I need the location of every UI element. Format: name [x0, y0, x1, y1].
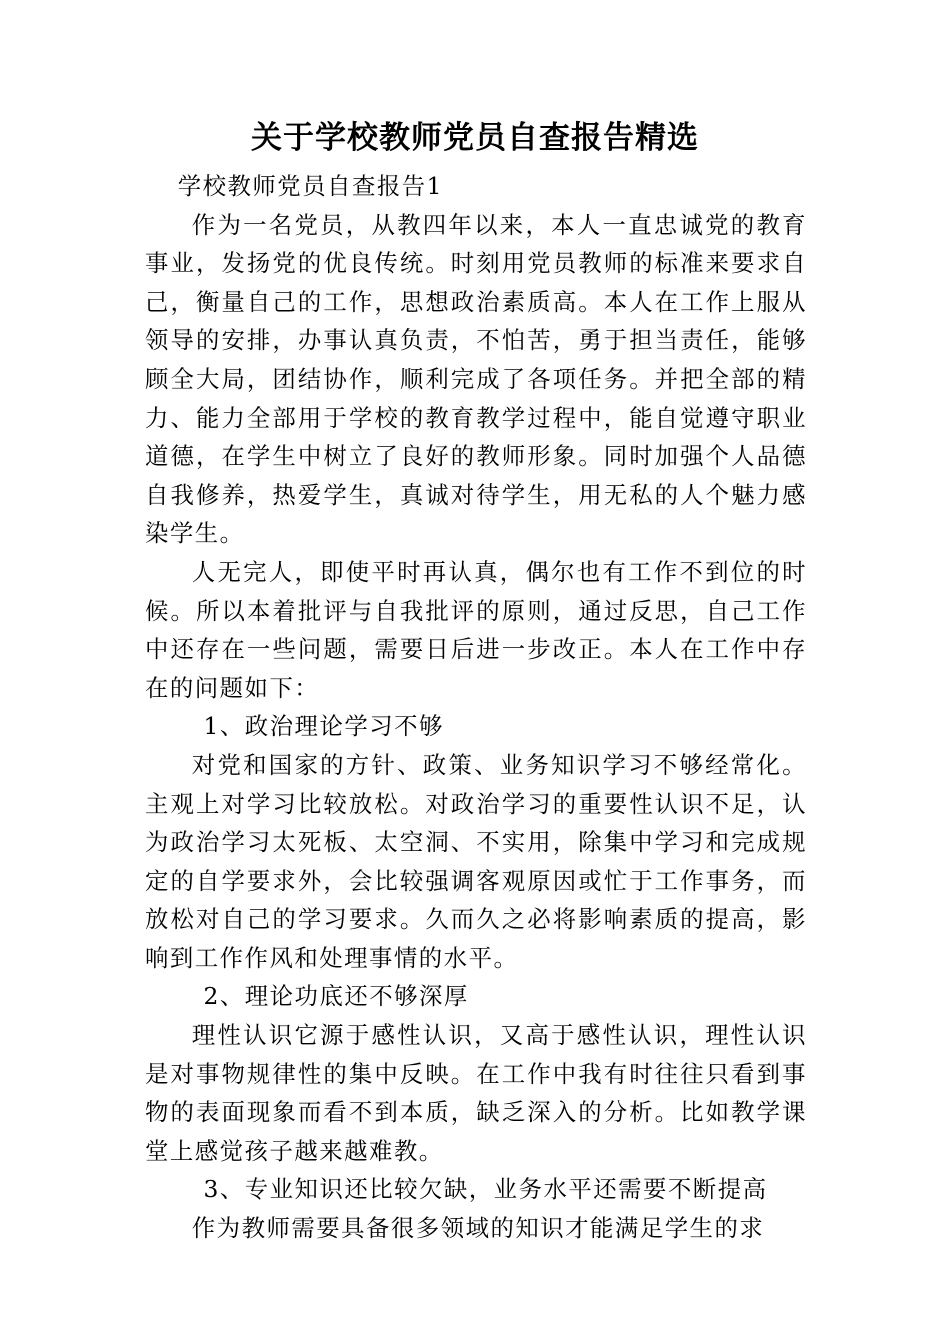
paragraph-section-3: 作为教师需要具备很多领域的知识才能满足学生的求 — [191, 1214, 765, 1243]
report-subtitle: 学校教师党员自查报告1 — [177, 172, 444, 200]
paragraph-section-2: 理性认识它源于感性认识，又高于感性认识，理性认识是对事物规律性的集中反映。在工作中我有时往往只看到事物的表面现象而看不到本质，缺乏深入的分析。比如教学课堂上感觉孩子越来越难教。 — [145, 1021, 807, 1165]
document-body — [145, 167, 807, 1248]
paragraph-problems-intro: 人无完人，即使平时再认真，偶尔也有工作不到位的时候。所以本着批评与自我批评的原则，通过反思，自己工作中还存在一些问题，需要日后进一步改正。本人在工作中存在的问题如下： — [145, 557, 807, 702]
section-heading-2: 2、理论功底还不够深厚 — [203, 982, 469, 1011]
paragraph-intro: 作为一名党员，从教四年以来，本人一直忠诚党的教育事业，发扬党的优良传统。时刻用党员教师的标准来要求自己，衡量自己的工作，思想政治素质高。本人在工作上服从领导的安排，办事认真负责，不怕苦，勇于担当责任，能够顾全大局，团结协作，顺利完成了各项任务。并把全部的精力、能力全部用于学校的教育教学过程中，能自觉遵守职业道德，在学生中树立了良好的教师形象。同时加强个人品德自我修养，热爱学生，真诚对待学生，用无私的人个魅力感染学生。 — [145, 210, 807, 548]
section-heading-3: 3、专业知识还比较欠缺，业务水平还需要不断提高 — [203, 1175, 768, 1204]
document-title: 关于学校教师党员自查报告精选 — [251, 120, 699, 156]
paragraph-section-1: 对党和国家的方针、政策、业务知识学习不够经常化。主观上对学习比较放松。对政治学习的重要性认识不足，认为政治学习太死板、太空洞、不实用，除集中学习和完成规定的自学要求外，会比较强调客观原因或忙于工作事务，而放松对自己的学习要求。久而久之必将影响素质的提高，影响到工作作风和处理事情的水平。 — [145, 750, 807, 972]
section-heading-1: 1、政治理论学习不够 — [203, 712, 444, 741]
